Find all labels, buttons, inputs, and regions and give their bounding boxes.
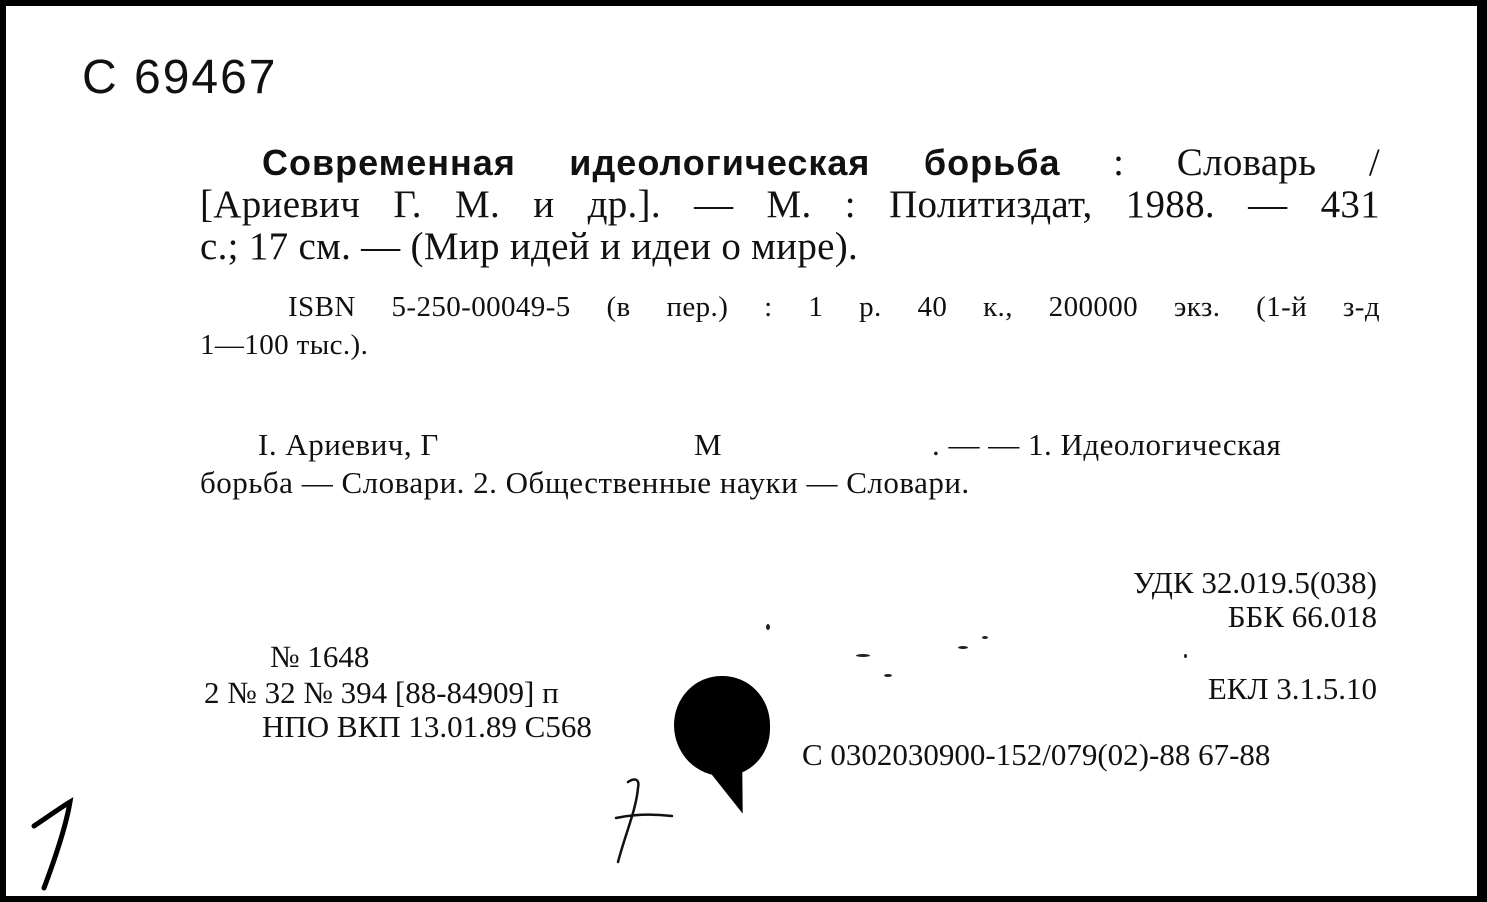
card-id: С 69467 bbox=[82, 51, 278, 104]
isbn-line-1: ISBN 5-250-00049-5 (в пер.) : 1 р. 40 к., 200000 экз. (1-й з-д bbox=[288, 291, 1380, 323]
tracing-initial: М bbox=[694, 427, 723, 462]
tracing-block bbox=[200, 426, 1380, 502]
title-main: Современная идеологическая борьба bbox=[262, 142, 1061, 183]
speck bbox=[958, 646, 968, 649]
speck bbox=[1184, 654, 1187, 658]
speck bbox=[856, 654, 870, 657]
speck bbox=[884, 674, 892, 677]
udk-code: УДК 32.019.5(038) bbox=[1132, 565, 1377, 600]
tracing-line-2: борьба — Словари. 2. Общественные науки — Словари. bbox=[200, 465, 970, 500]
bbk-code: ББК 66.018 bbox=[1227, 599, 1377, 634]
tracing-author: I. Ариевич, Г bbox=[258, 427, 439, 462]
tracing-line-1 bbox=[200, 426, 1380, 464]
print-order: 2 № 32 № 394 [88-84909] п bbox=[204, 675, 559, 710]
title-line-3: с.; 17 см. — (Мир идей и идеи о мире). bbox=[200, 225, 859, 268]
title-line-2: [Ариевич Г. М. и др.]. — М. : Политиздат, 1988. — 431 bbox=[200, 183, 1380, 226]
title-block bbox=[200, 142, 1380, 268]
title-line-1 bbox=[200, 142, 1380, 184]
catalog-card bbox=[6, 6, 1477, 896]
isbn-line-2: 1—100 тыс.). bbox=[200, 329, 369, 361]
speck bbox=[982, 636, 988, 639]
tracing-subjects: . — — 1. Идеологическая bbox=[932, 427, 1282, 462]
handwritten-seven-mark bbox=[606, 770, 686, 870]
isbn-block bbox=[200, 288, 1380, 364]
print-number: № 1648 bbox=[270, 639, 370, 674]
print-publisher: НПО ВКП 13.01.89 С568 bbox=[262, 709, 592, 744]
publisher-code: С 0302030900-152/079(02)-88 67-88 bbox=[802, 737, 1271, 772]
title-subtitle: : Словарь / bbox=[1113, 141, 1380, 184]
speck bbox=[766, 624, 770, 630]
handwritten-one-mark bbox=[26, 796, 86, 896]
ekl-code: ЕКЛ 3.1.5.10 bbox=[1207, 671, 1377, 706]
ink-blot bbox=[674, 676, 770, 776]
